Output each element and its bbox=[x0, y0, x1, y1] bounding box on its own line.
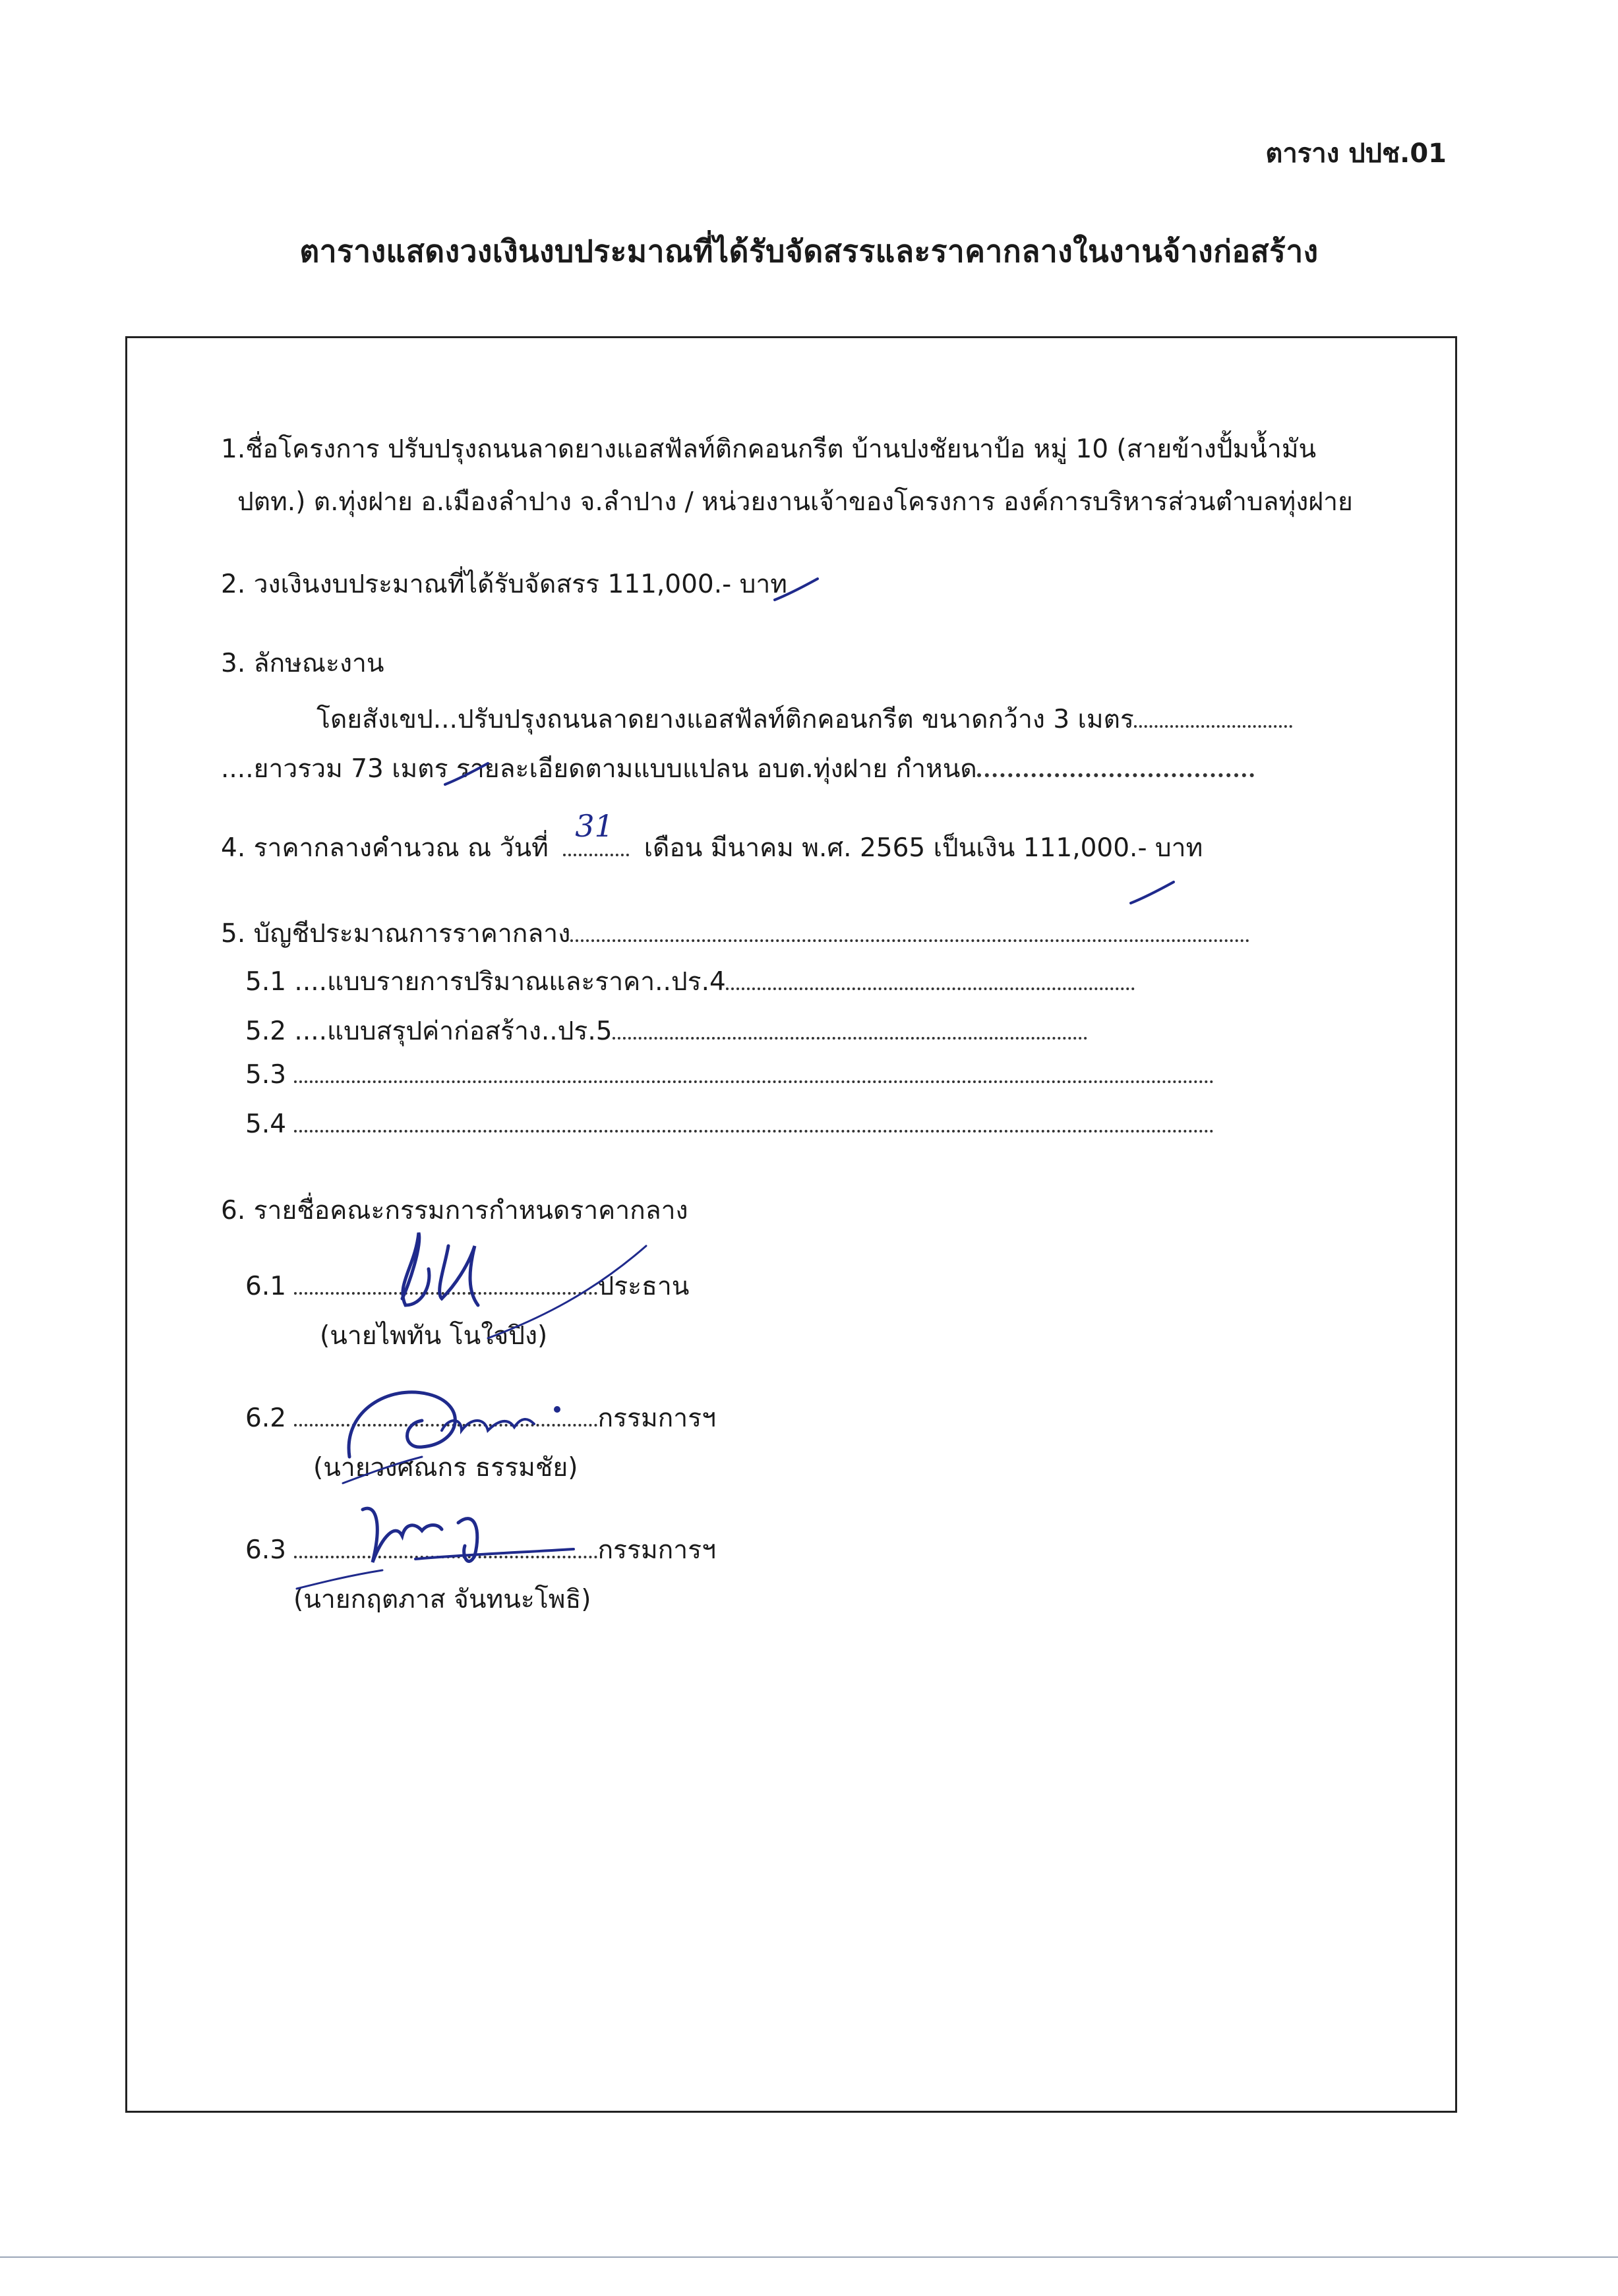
member-name-6-2: (นายวงศณกร ธรรมชัย) bbox=[313, 1453, 578, 1483]
project-name-line-2: ปตท.) ต.ทุ่งฝาย อ.เมืองลำปาง จ.ลำปาง / หน่วยงานเจ้าของโครงการ องค์การบริหารส่วนตำบลทุ่งฝาย bbox=[237, 487, 1353, 517]
scan-edge-line bbox=[0, 2256, 1618, 2258]
item-label: 5.3 bbox=[245, 1060, 287, 1090]
member-role: กรรมการฯ bbox=[597, 1403, 717, 1433]
member-number: 6.1 bbox=[245, 1272, 287, 1301]
ink-checkmark bbox=[771, 574, 824, 606]
member-name-6-1: (นายไพทัน โนใจปิง) bbox=[320, 1321, 548, 1351]
dotted-leader bbox=[726, 982, 1135, 990]
document-title: ตารางแสดงวงเงินงบประมาณที่ได้รับจัดสรรและราคากลางในงานจ้างก่อสร้าง bbox=[299, 233, 1319, 269]
handwritten-day: 31 bbox=[575, 808, 614, 844]
form-code: ตาราง ปปช.01 bbox=[1265, 138, 1447, 169]
committee-heading: 6. รายชื่อคณะกรรมการกำหนดราคากลาง bbox=[221, 1196, 688, 1225]
reference-price-date bbox=[221, 808, 1203, 868]
work-description-heading: 3. ลักษณะงาน bbox=[221, 649, 384, 678]
price-schedule-heading bbox=[221, 913, 1249, 954]
member-number: 6.3 bbox=[245, 1535, 287, 1565]
work-description-text-2: ....ยาวรวม 73 เมตร รายละเอียดตามแบบแปลน อบต.ทุ่งฝาย กำหนด bbox=[221, 754, 977, 784]
dotted-leader bbox=[613, 1032, 1087, 1040]
dotted-leader bbox=[294, 1125, 1214, 1133]
work-description-line-1 bbox=[316, 699, 1292, 740]
work-description-line-2 bbox=[221, 748, 1254, 789]
signature-6-1 bbox=[369, 1206, 673, 1365]
member-number: 6.2 bbox=[245, 1403, 287, 1433]
item-label: 5.2 ....แบบสรุปค่าก่อสร้าง..ปร.5 bbox=[245, 1016, 613, 1046]
dotted-leader bbox=[570, 934, 1249, 942]
price-schedule-item-5-4 bbox=[245, 1109, 1214, 1139]
price-schedule-item-5-1 bbox=[245, 961, 1135, 1002]
day-field bbox=[563, 808, 629, 863]
member-role: ประธาน bbox=[597, 1272, 690, 1301]
dotted-leader bbox=[563, 848, 629, 856]
ink-checkmark bbox=[1127, 877, 1180, 910]
dotted-leader bbox=[1134, 720, 1292, 728]
member-role: กรรมการฯ bbox=[597, 1535, 717, 1565]
item-label: 5.1 ....แบบรายการปริมาณและราคา..ปร.4 bbox=[245, 967, 726, 997]
reference-price-suffix: เดือน มีนาคม พ.ศ. 2565 เป็นเงิน 111,000.- บาท bbox=[644, 833, 1203, 863]
signature-6-2 bbox=[330, 1358, 593, 1490]
budget-amount: 2. วงเงินงบประมาณที่ได้รับจัดสรร 111,000.- บาท bbox=[221, 570, 787, 599]
price-schedule-heading-text: 5. บัญชีประมาณการราคากลาง bbox=[221, 919, 571, 949]
price-schedule-item-5-2 bbox=[245, 1011, 1087, 1051]
project-name-line-1: 1.ชื่อโครงการ ปรับปรุงถนนลาดยางแอสฟัลท์ติกคอนกรีต บ้านปงชัยนาป้อ หมู่ 10 (สายข้างปั้มน้ำมัน bbox=[221, 434, 1317, 464]
dotted-leader bbox=[977, 768, 1254, 777]
signature-6-3 bbox=[284, 1483, 626, 1602]
ink-checkmark bbox=[442, 758, 494, 791]
member-name-6-3: (นายกฤตภาส จันทนะโพธิ) bbox=[293, 1585, 591, 1614]
item-label: 5.4 bbox=[245, 1109, 287, 1139]
dotted-leader bbox=[294, 1075, 1214, 1083]
price-schedule-item-5-3 bbox=[245, 1060, 1214, 1090]
reference-price-prefix: 4. ราคากลางคำนวณ ณ วันที่ bbox=[221, 833, 549, 863]
work-description-text-1: โดยสังเขป...ปรับปรุงถนนลาดยางแอสฟัลท์ติกคอนกรีต ขนาดกว้าง 3 เมตร bbox=[316, 705, 1134, 734]
